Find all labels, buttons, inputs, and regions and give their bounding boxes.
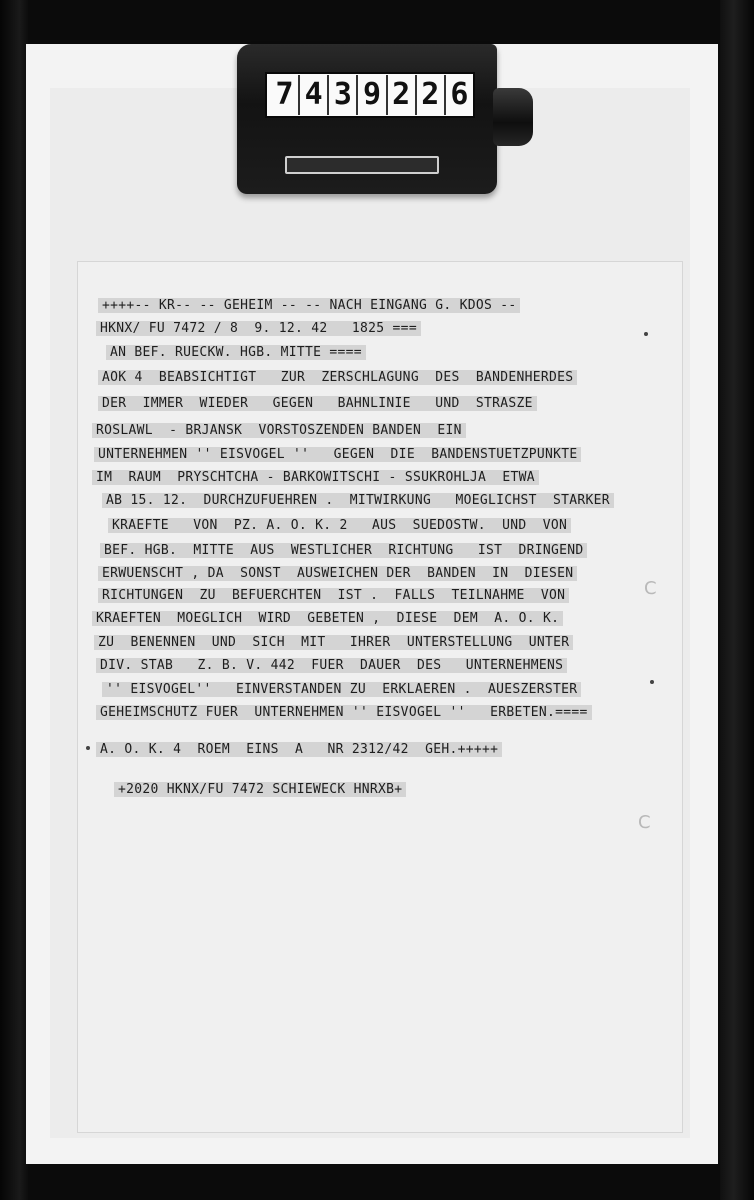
telegram-line xyxy=(92,468,539,487)
counter-plate xyxy=(285,156,439,174)
telegram-line-text: KRAEFTEN MOEGLICH WIRD GEBETEN , DIESE DEM A. O. K. xyxy=(92,611,563,626)
counter-digit: 2 xyxy=(417,75,446,115)
counter-digit: 2 xyxy=(388,75,417,115)
counter-digit: 4 xyxy=(300,75,329,115)
telegram-line xyxy=(98,368,577,387)
telegram-line xyxy=(98,586,569,605)
telegram-line-text: GEHEIMSCHUTZ FUER UNTERNEHMEN '' EISVOGEL '' ERBETEN.==== xyxy=(96,705,592,720)
telegram-line xyxy=(106,343,366,362)
telegram-line-text: IM RAUM PRYSCHTCHA - BARKOWITSCHI - SSUKROHLJA ETWA xyxy=(92,470,539,485)
telegram-line-text: AOK 4 BEABSICHTIGT ZUR ZERSCHLAGUNG DES BANDENHERDES xyxy=(98,370,577,385)
telegram-line-text: AB 15. 12. DURCHZUFUEHREN . MITWIRKUNG MOEGLICHST STARKER xyxy=(102,493,614,508)
telegram-line xyxy=(96,656,567,675)
telegram-line xyxy=(102,491,614,510)
film-edge-right xyxy=(720,0,754,1200)
counter-window xyxy=(265,72,475,118)
telegram-line-text: BEF. HGB. MITTE AUS WESTLICHER RICHTUNG IST DRINGEND xyxy=(100,543,587,558)
ink-speck xyxy=(644,332,648,336)
telegram-line-text: RICHTUNGEN ZU BEFUERCHTEN IST . FALLS TEILNAHME VON xyxy=(98,588,569,603)
telegram-line xyxy=(92,609,563,628)
telegram-line-text: AN BEF. RUECKW. HGB. MITTE ==== xyxy=(106,345,366,360)
pencil-mark: C xyxy=(638,812,651,833)
telegram-line-text: ERWUENSCHT , DA SONST AUSWEICHEN DER BANDEN IN DIESEN xyxy=(98,566,577,581)
counter-digit: 3 xyxy=(329,75,358,115)
telegram-line xyxy=(102,680,581,699)
telegram-line xyxy=(98,296,520,315)
film-edge-left xyxy=(0,0,28,1200)
telegram-line-text: DER IMMER WIEDER GEGEN BAHNLINIE UND STRASZE xyxy=(98,396,537,411)
telegram-line-text: KRAEFTE VON PZ. A. O. K. 2 AUS SUEDOSTW. UND VON xyxy=(108,518,571,533)
ink-speck xyxy=(650,680,654,684)
telegram-line xyxy=(96,703,592,722)
telegram-line xyxy=(94,445,581,464)
telegram-line-text: HKNX/ FU 7472 / 8 9. 12. 42 1825 === xyxy=(96,321,421,336)
telegram-line xyxy=(98,394,537,413)
telegram-line-text: +2020 HKNX/FU 7472 SCHIEWECK HNRXB+ xyxy=(114,782,406,797)
ink-speck xyxy=(86,746,90,750)
telegram-line-text: UNTERNEHMEN '' EISVOGEL '' GEGEN DIE BANDENSTUETZPUNKTE xyxy=(94,447,581,462)
frame-counter xyxy=(225,44,540,198)
counter-digit: 6 xyxy=(450,77,469,112)
telegram-line xyxy=(96,740,502,759)
counter-digit: 7 xyxy=(271,75,300,115)
telegram-line xyxy=(98,564,577,583)
counter-knob xyxy=(493,88,533,146)
telegram-line-text: DIV. STAB Z. B. V. 442 FUER DAUER DES UNTERNEHMENS xyxy=(96,658,567,673)
pencil-mark: C xyxy=(644,578,657,599)
telegram-line xyxy=(92,421,466,440)
telegram-line-text: '' EISVOGEL'' EINVERSTANDEN ZU ERKLAEREN . AUESZERSTER xyxy=(102,682,581,697)
telegram-line-text: ZU BENENNEN UND SICH MIT IHRER UNTERSTELLUNG UNTER xyxy=(94,635,573,650)
counter-digit: 9 xyxy=(358,75,387,115)
telegram-line-text: A. O. K. 4 ROEM EINS A NR 2312/42 GEH.+++++ xyxy=(96,742,502,757)
telegram-line xyxy=(96,319,421,338)
telegram-sheet xyxy=(78,262,682,1132)
telegram-line xyxy=(94,633,573,652)
telegram-line xyxy=(108,516,571,535)
telegram-line xyxy=(114,780,406,799)
telegram-line xyxy=(100,541,587,560)
telegram-line-text: ROSLAWL - BRJANSK VORSTOSZENDEN BANDEN EIN xyxy=(92,423,466,438)
telegram-line-text: ++++-- KR-- -- GEHEIM -- -- NACH EINGANG G. KDOS -- xyxy=(98,298,520,313)
